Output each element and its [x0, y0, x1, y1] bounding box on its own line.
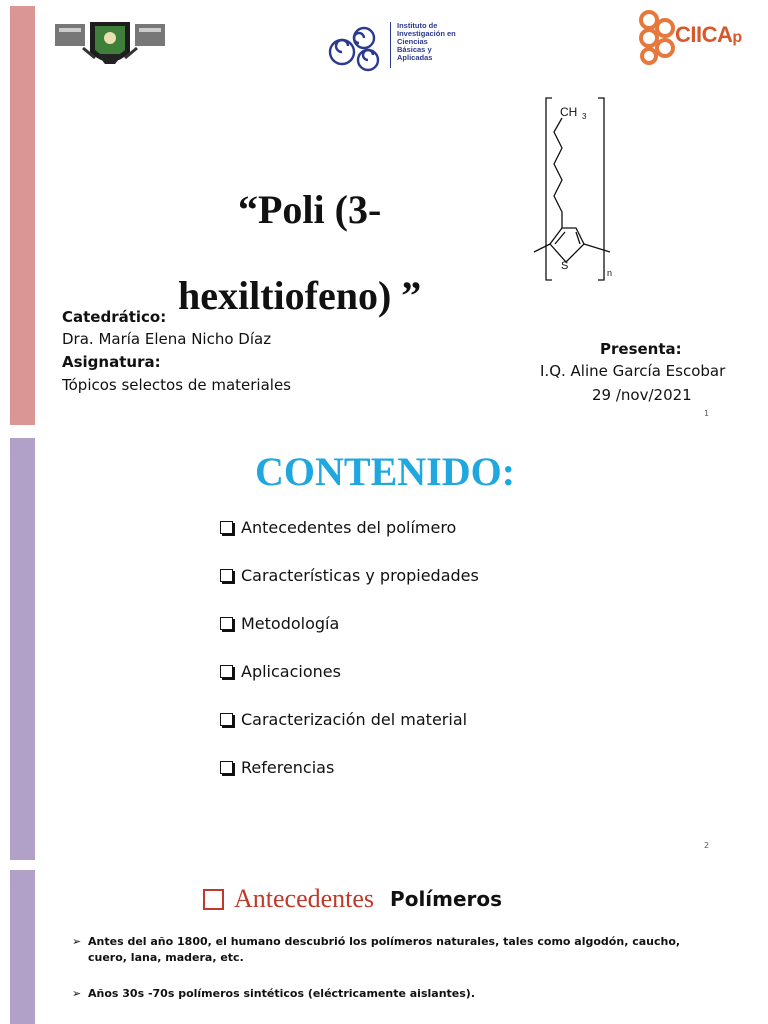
subject-label: Asignatura:	[62, 353, 161, 371]
iicba-text-line: Ciencias	[397, 37, 428, 46]
ciicap-logo	[635, 8, 750, 66]
methyl-label: CH	[560, 105, 578, 119]
iicba-text-line: Aplicadas	[397, 53, 433, 62]
presenter-label: Presenta:	[600, 340, 682, 358]
history-bullet	[72, 986, 722, 1002]
checkbox-icon	[220, 713, 233, 726]
iicba-divider	[390, 22, 391, 68]
ciicap-logo-suffix: p	[732, 29, 742, 46]
checkbox-icon	[220, 617, 233, 630]
slide-2-page-number: 2	[704, 841, 710, 850]
slide-1-page-number: 1	[704, 409, 710, 418]
subject-name: Tópicos selectos de materiales	[62, 376, 291, 394]
contents-item-label: Metodología	[241, 614, 340, 633]
contents-item	[220, 518, 456, 537]
slide-1-side-bar	[10, 6, 35, 425]
contents-item-label: Aplicaciones	[241, 662, 341, 681]
checkbox-icon	[220, 665, 233, 678]
checkbox-icon	[220, 569, 233, 582]
slide-2-side-bar	[10, 438, 35, 860]
contents-item-label: Antecedentes del polímero	[241, 518, 457, 537]
repeat-n-label: n	[607, 268, 613, 278]
teacher-name: Dra. María Elena Nicho Díaz	[62, 330, 272, 348]
history-bullet-text: Años 30s -70s polímeros sintéticos (eléctricamente aislantes).	[88, 987, 475, 1000]
contents-item-label: Características y propiedades	[241, 566, 479, 585]
contents-item	[220, 662, 341, 681]
contents-title: CONTENIDO:	[255, 449, 516, 494]
contents-item-label: Referencias	[241, 758, 335, 777]
history-bullet-text: Antes del año 1800, el humano descubrió los polímeros naturales, tales como algodón, caucho, cuero, lana, madera, etc.	[88, 935, 681, 964]
ciicap-logo-text: CIICA	[675, 22, 733, 47]
iicba-logo	[322, 22, 482, 74]
checkbox-icon	[220, 761, 233, 774]
heading-polimeros: Polímeros	[390, 887, 503, 911]
iicba-text-line: Investigación en	[397, 29, 456, 38]
uaem-crest-logo	[55, 18, 165, 73]
slide-1-title-line-1: “Poli (3-	[238, 187, 382, 232]
contents-item	[220, 758, 334, 777]
contents-item	[220, 614, 339, 633]
arrow-bullet-icon: ➢	[72, 935, 82, 948]
methyl-subscript: 3	[582, 112, 587, 121]
arrow-bullet-icon: ➢	[72, 987, 82, 1000]
contents-item-label: Caracterización del material	[241, 710, 468, 729]
ciicap-rings-icon	[635, 8, 680, 66]
checkbox-icon	[220, 521, 233, 534]
contents-item	[220, 566, 479, 585]
contents-item	[220, 710, 467, 729]
history-bullet	[72, 934, 722, 966]
iicba-text-line: Básicas y	[397, 45, 432, 54]
slide-3-side-bar	[10, 870, 35, 1024]
sulfur-label: S	[561, 260, 569, 272]
checkbox-icon	[203, 889, 224, 910]
slide-1	[0, 0, 768, 425]
presentation-date: 29 /nov/2021	[592, 386, 692, 404]
slide-3-heading	[203, 884, 502, 914]
slide-3	[0, 870, 768, 1024]
slide-2	[0, 438, 768, 860]
iicba-swirl-icon	[322, 22, 392, 74]
presenter-name: I.Q. Aline García Escobar	[540, 362, 726, 380]
iicba-text-line: Instituto de	[397, 21, 438, 30]
heading-antecedentes: Antecedentes	[234, 884, 375, 913]
teacher-label: Catedrático:	[62, 308, 167, 326]
p3ht-structure-diagram	[530, 92, 640, 292]
slide-1-title-line-2: hexiltiofeno) ”	[178, 273, 422, 318]
